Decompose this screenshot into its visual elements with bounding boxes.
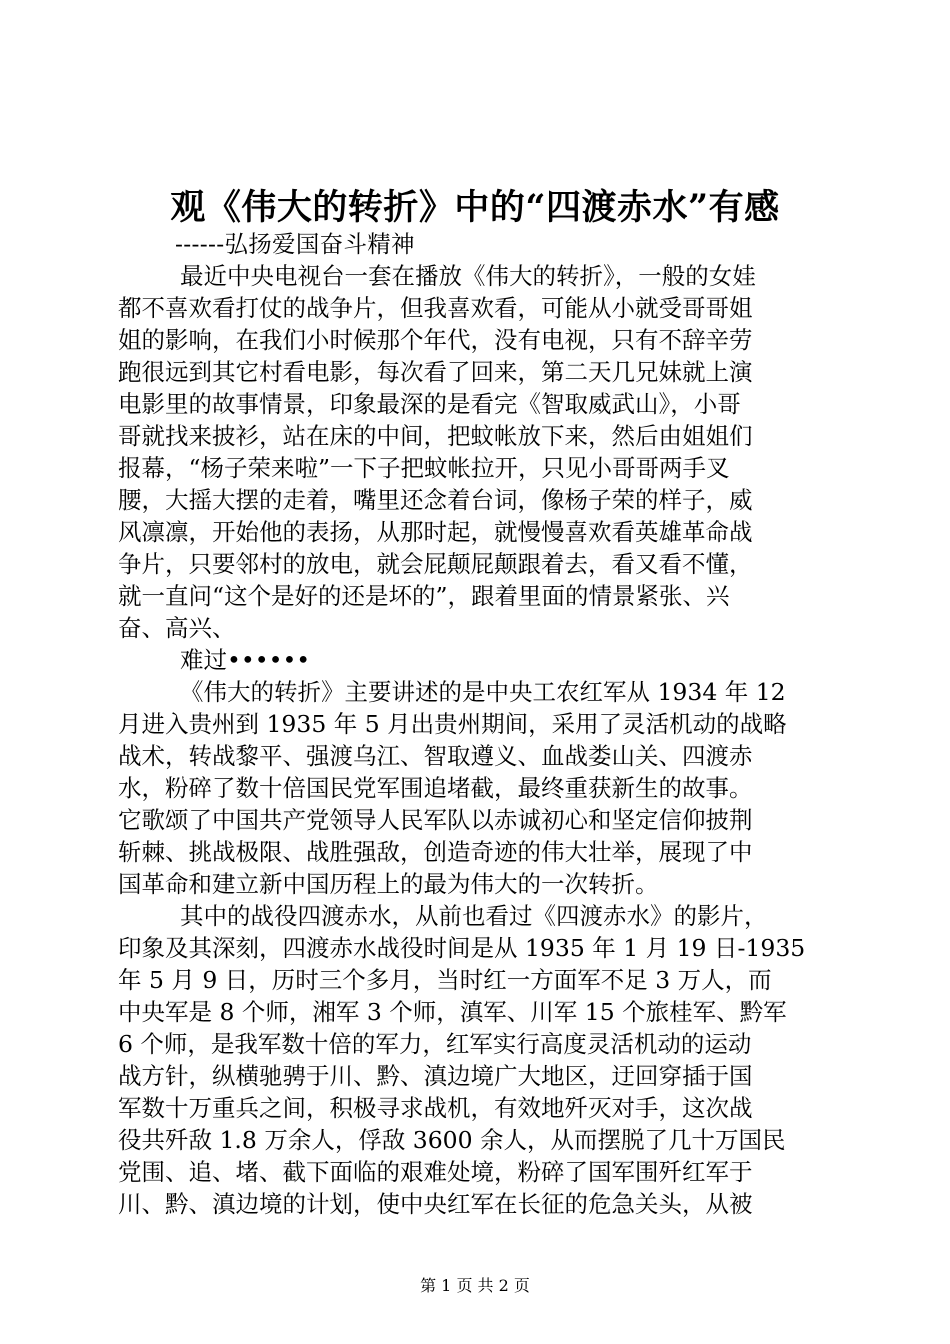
document-title: 观《伟大的转折》中的“四渡赤水”有感 (170, 187, 780, 228)
paragraph-line: 水，粉碎了数十倍国民党军围追堵截，最终重获新生的故事。 (118, 774, 753, 802)
paragraph-line: 奋、高兴、 (118, 614, 236, 642)
paragraph-line: 它歌颂了中国共产党领导人民军队以赤诚初心和坚定信仰披荆 (118, 806, 753, 834)
paragraph-line: 中央军是 8 个师，湘军 3 个师，滇军、川军 15 个旅桂军、黔军 (118, 998, 787, 1026)
paragraph-line: 军数十万重兵之间，积极寻求战机，有效地歼灭对手，这次战 (118, 1094, 753, 1122)
paragraph-line: 《伟大的转折》主要讲述的是中央工农红军从 1934 年 12 (180, 678, 786, 706)
paragraph-line: 都不喜欢看打仗的战争片，但我喜欢看，可能从小就受哥哥姐 (118, 294, 753, 322)
paragraph-line: 难过•••••• (180, 646, 311, 674)
paragraph-line: 风凛凛，开始他的表扬，从那时起，就慢慢喜欢看英雄革命战 (118, 518, 753, 546)
paragraph-line: 姐的影响，在我们小时候那个年代，没有电视，只有不辞辛劳 (118, 326, 753, 354)
paragraph-line: 年 5 月 9 日，历时三个多月，当时红一方面军不足 3 万人，而 (118, 966, 772, 994)
paragraph-line: 跑很远到其它村看电影，每次看了回来，第二天几兄妹就上演 (118, 358, 753, 386)
paragraph-line: 役共歼敌 1.8 万余人，俘敌 3600 余人，从而摆脱了几十万国民 (118, 1126, 786, 1154)
paragraph-line: 争片，只要邻村的放电，就会屁颠屁颠跟着去，看又看不懂， (118, 550, 753, 578)
document-body (118, 228, 838, 1220)
paragraph-line: 战方针，纵横驰骋于川、黔、滇边境广大地区，迂回穿插于国 (118, 1062, 753, 1090)
paragraph-line: 川、黔、滇边境的计划，使中央红军在长征的危急关头，从被 (118, 1190, 753, 1218)
page-footer: 第 1 页 共 2 页 (420, 1276, 530, 1295)
paragraph-line: 国革命和建立新中国历程上的最为伟大的一次转折。 (118, 870, 659, 898)
paragraph-line: 最近中央电视台一套在播放《伟大的转折》，一般的女娃 (180, 262, 756, 290)
paragraph-line: 报幕，“杨子荣来啦”一下子把蚊帐拉开，只见小哥哥两手叉 (118, 454, 730, 482)
paragraph-line: 月进入贵州到 1935 年 5 月出贵州期间，采用了灵活机动的战略 (118, 710, 787, 738)
paragraph-line: 腰，大摇大摆的走着，嘴里还念着台词，像杨子荣的样子，威 (118, 486, 753, 514)
paragraph-line: 电影里的故事情景，印象最深的是看完《智取威武山》，小哥 (118, 390, 741, 418)
paragraph-line: 6 个师，是我军数十倍的军力，红军实行高度灵活机动的运动 (118, 1030, 752, 1058)
subtitle-line: ------弘扬爱国奋斗精神 (175, 230, 415, 258)
paragraph-line: 战术，转战黎平、强渡乌江、智取遵义、血战娄山关、四渡赤 (118, 742, 753, 770)
paragraph-line: 其中的战役四渡赤水，从前也看过《四渡赤水》的影片， (180, 902, 768, 930)
paragraph-line: 哥就找来披衫，站在床的中间，把蚊帐放下来，然后由姐姐们 (118, 422, 753, 450)
paragraph-line: 就一直问“这个是好的还是坏的”，跟着里面的情景紧张、兴 (118, 582, 730, 610)
paragraph-line: 党围、追、堵、截下面临的艰难处境，粉碎了国军围歼红军于 (118, 1158, 753, 1186)
paragraph-line: 印象及其深刻，四渡赤水战役时间是从 1935 年 1 月 19 日-1935 (118, 934, 806, 962)
paragraph-line: 斩棘、挑战极限、战胜强敌，创造奇迹的伟大壮举，展现了中 (118, 838, 753, 866)
